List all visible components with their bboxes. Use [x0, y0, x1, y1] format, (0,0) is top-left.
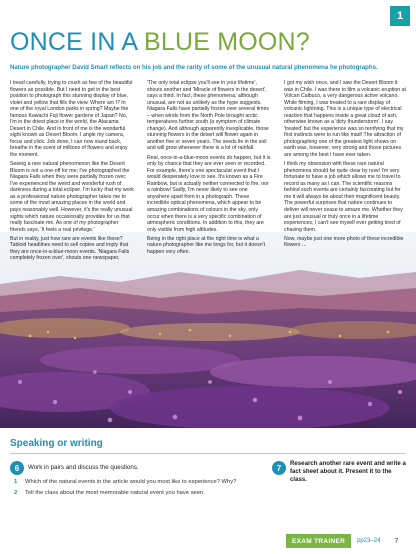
question-number: 1	[14, 479, 18, 485]
question-number: 2	[14, 490, 18, 496]
speaking-section	[0, 428, 416, 554]
title-part-2: BLUE MOON?	[143, 28, 310, 56]
task-6-instruction: Work in pairs and discuss the questions.	[28, 464, 139, 471]
task-7-number: 7	[272, 461, 286, 475]
section-divider	[10, 453, 406, 454]
question-2	[14, 490, 264, 496]
paragraph: 'The only total eclipse you'll see in your lifetime', shouts another and 'Miracle of flowers in the desert', says a third. In fact, these phenomena, although unusual, are not as unlikely as the hype suggests. Niagara Falls have partially frozen over several times – when winds from the North Pole brought arctic temperatures further south (a symptom of climate change). And although apparently inexplicable, those stunning flowers in the desert will flower again in another five or seven years. The seeds lie in the soil and will grow whenever there is a lot of rainfall.	[147, 80, 269, 152]
footer	[286, 532, 416, 550]
task-6-number: 6	[10, 461, 24, 475]
paragraph: I think my obsession with these rare natural phenomena should be quite clear by now! I'm very fortunate to have a job which allows me to travel to record as many as I can. The scientific reasons behind such events are certainly fascinating but for me it will always be about their magnificent beauty. The powerful surprises that nature continues to deliver will never cease to amaze me. Whether they are just unusual or truly once in a lifetime experiences, I can't see myself ever getting tired of chasing them.	[284, 161, 403, 233]
paragraph: But in reality, just how rare are events like these? Tabloid headlines need to sell copies and imply that they are once-in-a-blue-moon events. 'Niagara Falls completely frozen over', shouts one newspaper,	[10, 235, 130, 262]
question-text: Which of the natural events in the article would you most like to experience? Why?	[25, 479, 237, 485]
title-part-1: ONCE IN A	[10, 28, 144, 56]
question-1	[14, 479, 264, 485]
page-number: 7	[394, 537, 399, 545]
article-intro: Nature photographer David Smart reflects on his job and the rarity of some of the unusual natural phenomena he photographs.	[10, 64, 378, 71]
paragraph: I tread carefully, trying to crush as few of the beautiful flowers as possible. But I need to get in the best position to photograph this stunning display of blue, violet and yellow that fills the view. Where am I? In one of the royal London parks in spring? Maybe the famous Kawachi Fuji flower gardens of Japan? No, I'm in the driest place in the world, the Atacama Desert in Chile. And in front of me is the wonderful sight known as Desert Bloom. I angle my camera, focus and click. Job done, I can now stand back, breathe in the scent of millions of flowers and enjoy the moment.	[10, 80, 133, 159]
section-title: Speaking or writing	[10, 438, 103, 449]
article-body	[10, 80, 408, 328]
article-column-2	[147, 80, 271, 258]
paragraph: Being in the right place at the right time is what a nature photographer like me longs for, but it doesn't happen very often.	[147, 235, 266, 255]
article-column-1	[10, 80, 134, 265]
exam-trainer-label: EXAM TRAINER	[286, 534, 351, 548]
article-column-3	[284, 80, 408, 251]
question-text: Tell the class about the most memorable natural event you have seen.	[25, 490, 205, 496]
paragraph: I got my wish once, and I saw the Desert Bloom it was in Chile. I was there to film a volcanic eruption at Volcan Calbuco, a very dangerous active volcano. While filming, I was treated to a rare display of volcanic lightning. This is a unique type of electrical reaction that happens inside a great cloud of ash, otherwise known as a 'dirty thunderstorm'. I say 'treated' but the experience was so terrifying that my first instincts were to run like mad! The attraction of photographing one of the greatest light shows on earth was, however, very strong and those pictures are among the best I have ever taken.	[284, 80, 406, 159]
paragraph: Seeing a rare natural phenomenon like the Desert Bloom is not a one-off for me; I've photographed the Niagara Falls when they were partially frozen over; I've experienced the weird and wonderful rush of darkness during a total eclipse. I'm lucky that my work as a professional nature photographer takes me to some of the most amazing places in the world and pays reasonably well. However, it's the really unusual sights which nature occasionally provides for us that really fascinate me. As one of my photographer friends says, 'It feels a real privilege.'	[10, 161, 134, 233]
paragraph: Real, once-in-a-blue-moon events do happen, but it is only by chance that they are ever seen or recorded. For example, there's one spectacular event that I would desperately love to see. It's known as a Fire Rainbow, but is actually neither connected to fire, nor a rainbow! Sadly, I'm never likely to see one anywhere apart from in a photograph. These incredible optical phenomena, which appear to be amazing combinations of colours in the sky, only occur when there is a very specific combination of atmospheric conditions. In addition to this, they are only visible from high altitudes.	[147, 154, 271, 233]
task-7-instruction: Research another rare event and write a fact sheet about it. Present it to the class.	[290, 460, 406, 483]
page-number-badge: 1	[390, 6, 410, 26]
paragraph: Now, maybe just one more photo of these incredible flowers ...	[284, 235, 404, 249]
article-title	[10, 28, 310, 57]
page-reference: pp23–24	[357, 538, 381, 544]
